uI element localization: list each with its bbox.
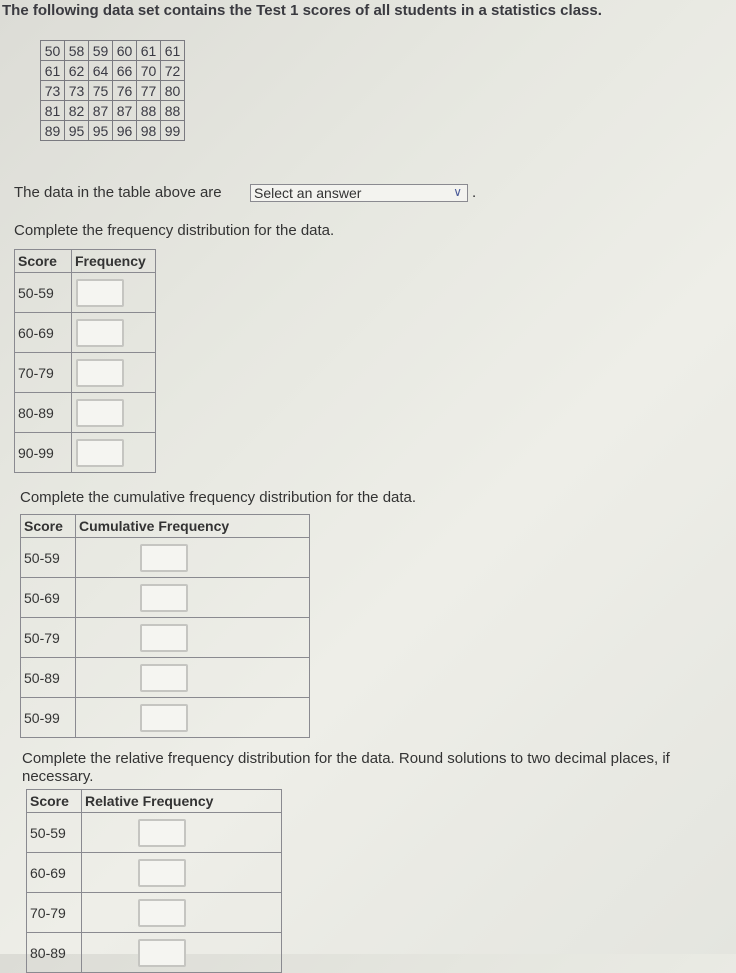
data-cell: 72 <box>161 61 185 81</box>
score-range-label: 60-69 <box>27 853 82 893</box>
answer-cell <box>82 813 282 853</box>
data-cell: 61 <box>161 41 185 61</box>
column-header-score: Score <box>27 790 82 813</box>
data-row <box>41 61 185 81</box>
table-row <box>27 893 282 933</box>
scores-data-table <box>40 40 185 141</box>
data-cell: 73 <box>41 81 65 101</box>
data-row <box>41 101 185 121</box>
table-row <box>21 698 310 738</box>
answer-input[interactable] <box>76 319 124 347</box>
answer-cell <box>82 853 282 893</box>
relative-frequency-table <box>26 789 282 973</box>
answer-cell <box>72 313 156 353</box>
data-cell: 95 <box>65 121 89 141</box>
column-header-cumulative-frequency: Cumulative Frequency <box>76 515 310 538</box>
score-range-label: 50-99 <box>21 698 76 738</box>
answer-input[interactable] <box>76 279 124 307</box>
answer-input[interactable] <box>140 624 188 652</box>
data-row <box>41 41 185 61</box>
frequency-heading: Complete the frequency distribution for the data. <box>14 222 335 239</box>
column-header-score: Score <box>15 250 72 273</box>
data-cell: 87 <box>89 101 113 121</box>
score-range-label: 50-79 <box>21 618 76 658</box>
table-row <box>21 618 310 658</box>
score-range-label: 50-59 <box>15 273 72 313</box>
answer-cell <box>72 353 156 393</box>
table-row <box>27 933 282 973</box>
answer-input[interactable] <box>140 704 188 732</box>
column-header-frequency: Frequency <box>72 250 156 273</box>
table-row <box>21 578 310 618</box>
answer-cell <box>72 273 156 313</box>
answer-input[interactable] <box>138 859 186 887</box>
data-cell: 82 <box>65 101 89 121</box>
answer-input[interactable] <box>140 544 188 572</box>
answer-cell <box>72 433 156 473</box>
select-value: Select an answer <box>254 185 362 201</box>
data-cell: 59 <box>89 41 113 61</box>
answer-input[interactable] <box>140 664 188 692</box>
table-row <box>15 393 156 433</box>
answer-input[interactable] <box>138 819 186 847</box>
answer-cell <box>76 698 310 738</box>
data-cell: 87 <box>113 101 137 121</box>
answer-cell <box>72 393 156 433</box>
data-cell: 88 <box>137 101 161 121</box>
data-row <box>41 121 185 141</box>
data-cell: 98 <box>137 121 161 141</box>
data-cell: 75 <box>89 81 113 101</box>
data-cell: 66 <box>113 61 137 81</box>
table-row <box>15 353 156 393</box>
data-cell: 81 <box>41 101 65 121</box>
data-cell: 61 <box>41 61 65 81</box>
column-header-score: Score <box>21 515 76 538</box>
data-cell: 77 <box>137 81 161 101</box>
relative-heading: Complete the relative frequency distribution for the data. Round solutions to two decimal places, if necessary. <box>22 750 670 785</box>
table-row <box>21 538 310 578</box>
score-range-label: 80-89 <box>27 933 82 973</box>
table-row <box>15 273 156 313</box>
score-range-label: 50-59 <box>21 538 76 578</box>
data-cell: 88 <box>161 101 185 121</box>
data-type-select[interactable] <box>250 184 468 202</box>
answer-input[interactable] <box>76 359 124 387</box>
answer-cell <box>82 933 282 973</box>
data-cell: 99 <box>161 121 185 141</box>
score-range-label: 50-59 <box>27 813 82 853</box>
data-cell: 95 <box>89 121 113 141</box>
data-cell: 61 <box>137 41 161 61</box>
data-cell: 60 <box>113 41 137 61</box>
score-range-label: 60-69 <box>15 313 72 353</box>
data-cell: 89 <box>41 121 65 141</box>
answer-input[interactable] <box>76 439 124 467</box>
answer-input[interactable] <box>140 584 188 612</box>
score-range-label: 50-69 <box>21 578 76 618</box>
answer-input[interactable] <box>138 899 186 927</box>
table-row <box>21 658 310 698</box>
data-cell: 62 <box>65 61 89 81</box>
score-range-label: 70-79 <box>15 353 72 393</box>
data-cell: 73 <box>65 81 89 101</box>
chevron-down-icon: ∨ <box>453 185 462 199</box>
table-row <box>27 813 282 853</box>
answer-cell <box>76 618 310 658</box>
table-row <box>15 313 156 353</box>
data-cell: 50 <box>41 41 65 61</box>
answer-cell <box>82 893 282 933</box>
data-cell: 96 <box>113 121 137 141</box>
data-cell: 80 <box>161 81 185 101</box>
answer-input[interactable] <box>138 939 186 967</box>
frequency-table <box>14 249 156 473</box>
score-range-label: 50-89 <box>21 658 76 698</box>
data-cell: 58 <box>65 41 89 61</box>
score-range-label: 90-99 <box>15 433 72 473</box>
data-row <box>41 81 185 101</box>
column-header-relative-frequency: Relative Frequency <box>82 790 282 813</box>
cumulative-heading: Complete the cumulative frequency distribution for the data. <box>20 489 417 506</box>
answer-cell <box>76 538 310 578</box>
data-cell: 64 <box>89 61 113 81</box>
cumulative-frequency-table <box>20 514 310 738</box>
answer-input[interactable] <box>76 399 124 427</box>
question-data-type: The data in the table above are <box>14 184 222 201</box>
problem-intro: The following data set contains the Test 1 scores of all students in a statistics class. <box>2 2 602 19</box>
table-row <box>15 433 156 473</box>
table-row <box>27 853 282 893</box>
sentence-period: . <box>472 184 477 201</box>
answer-cell <box>76 658 310 698</box>
data-cell: 76 <box>113 81 137 101</box>
data-cell: 70 <box>137 61 161 81</box>
answer-cell <box>76 578 310 618</box>
score-range-label: 80-89 <box>15 393 72 433</box>
score-range-label: 70-79 <box>27 893 82 933</box>
